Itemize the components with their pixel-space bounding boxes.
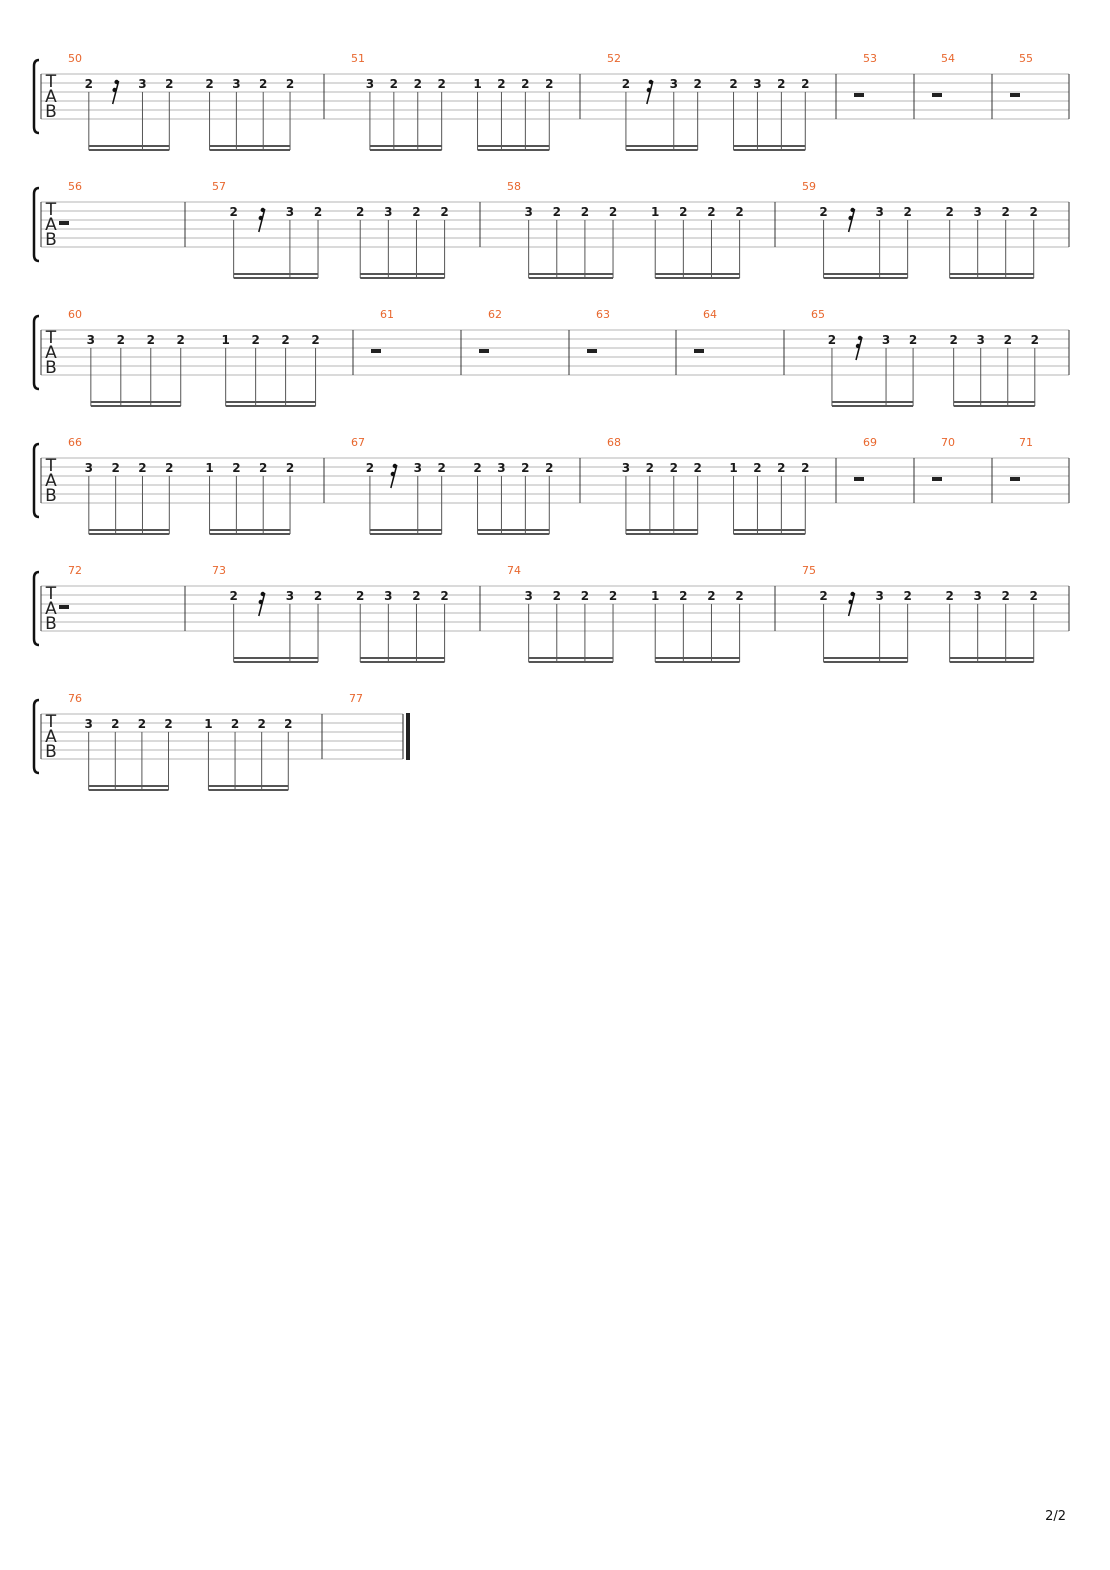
fret-number: 2 <box>777 461 786 475</box>
sixteenth-rest-dot <box>850 592 854 596</box>
fret-number: 2 <box>413 77 422 91</box>
fret-number: 3 <box>413 461 422 475</box>
fret-number: 2 <box>945 205 954 219</box>
sixteenth-rest-dot <box>114 80 118 84</box>
fret-number: 3 <box>875 589 884 603</box>
system-bracket <box>34 60 39 133</box>
fret-number: 2 <box>176 333 185 347</box>
fret-number: 2 <box>693 77 702 91</box>
fret-number: 3 <box>753 77 762 91</box>
fret-number: 2 <box>389 77 399 91</box>
measure-number: 75 <box>802 564 816 577</box>
tab-clef-letter: B <box>45 102 57 122</box>
fret-number: 2 <box>229 589 238 603</box>
measure-number: 62 <box>488 308 502 321</box>
fret-number: 2 <box>679 589 688 603</box>
fret-number: 1 <box>221 333 230 347</box>
whole-rest <box>59 221 69 225</box>
fret-number: 2 <box>138 461 147 475</box>
tab-clef-letter: B <box>45 614 57 634</box>
fret-number: 2 <box>281 333 290 347</box>
fret-number: 2 <box>356 205 365 219</box>
fret-number: 2 <box>230 717 240 731</box>
fret-number: 2 <box>945 589 954 603</box>
tab-clef-letter: A <box>45 215 57 235</box>
page-number: 2/2 <box>1045 1509 1066 1524</box>
fret-number: 3 <box>973 205 982 219</box>
fret-number: 1 <box>204 717 213 731</box>
fret-number: 2 <box>1029 205 1038 219</box>
system-bracket <box>34 572 39 645</box>
fret-number: 2 <box>137 717 147 731</box>
whole-rest <box>1010 93 1020 97</box>
fret-number: 2 <box>1001 589 1010 603</box>
system-bracket <box>34 444 39 517</box>
fret-number: 2 <box>285 77 295 91</box>
fret-number: 2 <box>521 461 530 475</box>
fret-number: 2 <box>545 461 554 475</box>
measure-number: 56 <box>68 180 82 193</box>
fret-number: 2 <box>116 333 125 347</box>
fret-number: 2 <box>735 205 744 219</box>
sixteenth-rest-dot <box>848 600 852 604</box>
fret-number: 2 <box>259 77 268 91</box>
fret-number: 2 <box>165 77 174 91</box>
sixteenth-rest-dot <box>856 344 860 348</box>
fret-number: 2 <box>259 461 268 475</box>
system-bracket <box>34 188 39 261</box>
sixteenth-rest-dot <box>261 592 265 596</box>
fret-number: 2 <box>735 589 744 603</box>
measure-number: 55 <box>1019 52 1033 65</box>
tab-clef-letter: B <box>45 230 57 250</box>
measure-number: 64 <box>703 308 717 321</box>
fret-number: 3 <box>524 589 533 603</box>
sixteenth-rest-dot <box>259 600 263 604</box>
fret-number: 2 <box>521 77 530 91</box>
measure-number: 73 <box>212 564 226 577</box>
fret-number: 2 <box>284 717 293 731</box>
sixteenth-rest-dot <box>112 88 116 92</box>
fret-number: 3 <box>669 77 678 91</box>
fret-number: 3 <box>365 77 375 91</box>
fret-number: 3 <box>285 589 295 603</box>
measure-number: 68 <box>607 436 621 449</box>
fret-number: 2 <box>621 77 631 91</box>
fret-number: 2 <box>356 589 365 603</box>
fret-number: 2 <box>949 333 958 347</box>
measure-number: 70 <box>941 436 955 449</box>
fret-number: 1 <box>473 77 482 91</box>
final-bar-line-thick <box>406 713 410 760</box>
tab-clef-letter: B <box>45 742 57 762</box>
fret-number: 2 <box>707 205 716 219</box>
measure-number: 77 <box>349 692 363 705</box>
fret-number: 3 <box>232 77 241 91</box>
tab-clef-letter: T <box>45 584 57 604</box>
sixteenth-rest-dot <box>391 472 395 476</box>
whole-rest <box>59 605 69 609</box>
fret-number: 2 <box>827 333 837 347</box>
measure-number: 58 <box>507 180 521 193</box>
fret-number: 2 <box>313 589 323 603</box>
system-bracket <box>34 316 39 389</box>
measure-number: 72 <box>68 564 82 577</box>
tab-clef-letter: T <box>45 72 57 92</box>
fret-number: 2 <box>545 77 554 91</box>
whole-rest <box>854 477 864 481</box>
measure-number: 54 <box>941 52 955 65</box>
sixteenth-rest-dot <box>850 208 854 212</box>
measure-number: 76 <box>68 692 82 705</box>
fret-number: 2 <box>669 461 678 475</box>
fret-number: 2 <box>251 333 260 347</box>
fret-number: 2 <box>1001 205 1010 219</box>
measure-number: 60 <box>68 308 82 321</box>
fret-number: 2 <box>257 717 266 731</box>
fret-number: 2 <box>903 205 912 219</box>
fret-number: 2 <box>608 589 618 603</box>
measure-number: 61 <box>380 308 394 321</box>
fret-number: 3 <box>973 589 982 603</box>
whole-rest <box>932 93 942 97</box>
fret-number: 2 <box>552 589 561 603</box>
fret-number: 2 <box>440 589 449 603</box>
tab-clef-letter: A <box>45 471 57 491</box>
fret-number: 3 <box>384 205 393 219</box>
fret-number: 2 <box>801 461 810 475</box>
fret-number: 3 <box>84 717 93 731</box>
fret-number: 2 <box>313 205 323 219</box>
system-bracket <box>34 700 39 773</box>
whole-rest <box>854 93 864 97</box>
fret-number: 2 <box>205 77 214 91</box>
tab-clef-letter: T <box>45 328 57 348</box>
tab-clef-letter: A <box>45 727 57 747</box>
fret-number: 1 <box>651 205 660 219</box>
tab-clef-letter: T <box>45 712 57 732</box>
fret-number: 2 <box>412 589 421 603</box>
fret-number: 2 <box>753 461 762 475</box>
fret-number: 2 <box>801 77 810 91</box>
sixteenth-rest-dot <box>393 464 397 468</box>
fret-number: 2 <box>819 205 828 219</box>
tab-clef-letter: T <box>45 200 57 220</box>
sixteenth-rest-dot <box>259 216 263 220</box>
fret-number: 1 <box>651 589 660 603</box>
sixteenth-rest-dot <box>858 336 862 340</box>
fret-number: 2 <box>232 461 241 475</box>
fret-number: 2 <box>111 717 120 731</box>
fret-number: 3 <box>881 333 891 347</box>
fret-number: 2 <box>679 205 688 219</box>
fret-number: 2 <box>365 461 375 475</box>
fret-number: 2 <box>1029 589 1038 603</box>
tab-clef-letter: T <box>45 456 57 476</box>
tab-clef-letter: B <box>45 358 57 378</box>
fret-number: 2 <box>707 589 716 603</box>
fret-number: 2 <box>1003 333 1012 347</box>
fret-number: 2 <box>608 205 618 219</box>
fret-number: 2 <box>580 589 590 603</box>
fret-number: 3 <box>524 205 533 219</box>
fret-number: 2 <box>777 77 786 91</box>
fret-number: 2 <box>164 717 173 731</box>
fret-number: 1 <box>729 461 738 475</box>
tab-clef-letter: A <box>45 87 57 107</box>
fret-number: 3 <box>86 333 96 347</box>
measure-number: 71 <box>1019 436 1033 449</box>
measure-number: 67 <box>351 436 365 449</box>
sixteenth-rest-dot <box>649 80 653 84</box>
fret-number: 2 <box>437 461 446 475</box>
fret-number: 2 <box>473 461 482 475</box>
measure-number: 66 <box>68 436 82 449</box>
measure-number: 65 <box>811 308 825 321</box>
fret-number: 2 <box>285 461 295 475</box>
tab-clef-letter: A <box>45 343 57 363</box>
fret-number: 2 <box>84 77 93 91</box>
measure-number: 52 <box>607 52 621 65</box>
measure-number: 59 <box>802 180 816 193</box>
fret-number: 2 <box>437 77 446 91</box>
measure-number: 57 <box>212 180 226 193</box>
fret-number: 3 <box>497 461 506 475</box>
fret-number: 2 <box>229 205 238 219</box>
fret-number: 2 <box>497 77 506 91</box>
fret-number: 2 <box>311 333 320 347</box>
measure-number: 69 <box>863 436 877 449</box>
sixteenth-rest-dot <box>261 208 265 212</box>
whole-rest <box>1010 477 1020 481</box>
whole-rest <box>371 349 381 353</box>
fret-number: 2 <box>580 205 590 219</box>
fret-number: 3 <box>875 205 884 219</box>
fret-number: 2 <box>440 205 449 219</box>
whole-rest <box>587 349 597 353</box>
fret-number: 3 <box>285 205 295 219</box>
fret-number: 2 <box>552 205 561 219</box>
fret-number: 3 <box>384 589 393 603</box>
fret-number: 2 <box>903 589 912 603</box>
tab-clef-letter: B <box>45 486 57 506</box>
fret-number: 2 <box>111 461 120 475</box>
sixteenth-rest-dot <box>848 216 852 220</box>
fret-number: 2 <box>165 461 174 475</box>
whole-rest <box>479 349 489 353</box>
measure-number: 51 <box>351 52 365 65</box>
fret-number: 2 <box>1030 333 1039 347</box>
whole-rest <box>932 477 942 481</box>
measure-number: 53 <box>863 52 877 65</box>
fret-number: 3 <box>621 461 631 475</box>
measure-number: 63 <box>596 308 610 321</box>
measure-number: 74 <box>507 564 521 577</box>
fret-number: 1 <box>205 461 214 475</box>
fret-number: 2 <box>908 333 918 347</box>
tab-clef-letter: A <box>45 599 57 619</box>
fret-number: 2 <box>146 333 155 347</box>
measure-number: 50 <box>68 52 82 65</box>
fret-number: 2 <box>645 461 655 475</box>
fret-number: 3 <box>976 333 985 347</box>
fret-number: 2 <box>693 461 702 475</box>
fret-number: 2 <box>729 77 738 91</box>
fret-number: 3 <box>138 77 147 91</box>
fret-number: 3 <box>84 461 93 475</box>
whole-rest <box>694 349 704 353</box>
fret-number: 2 <box>819 589 828 603</box>
fret-number: 2 <box>412 205 421 219</box>
sixteenth-rest-dot <box>647 88 651 92</box>
